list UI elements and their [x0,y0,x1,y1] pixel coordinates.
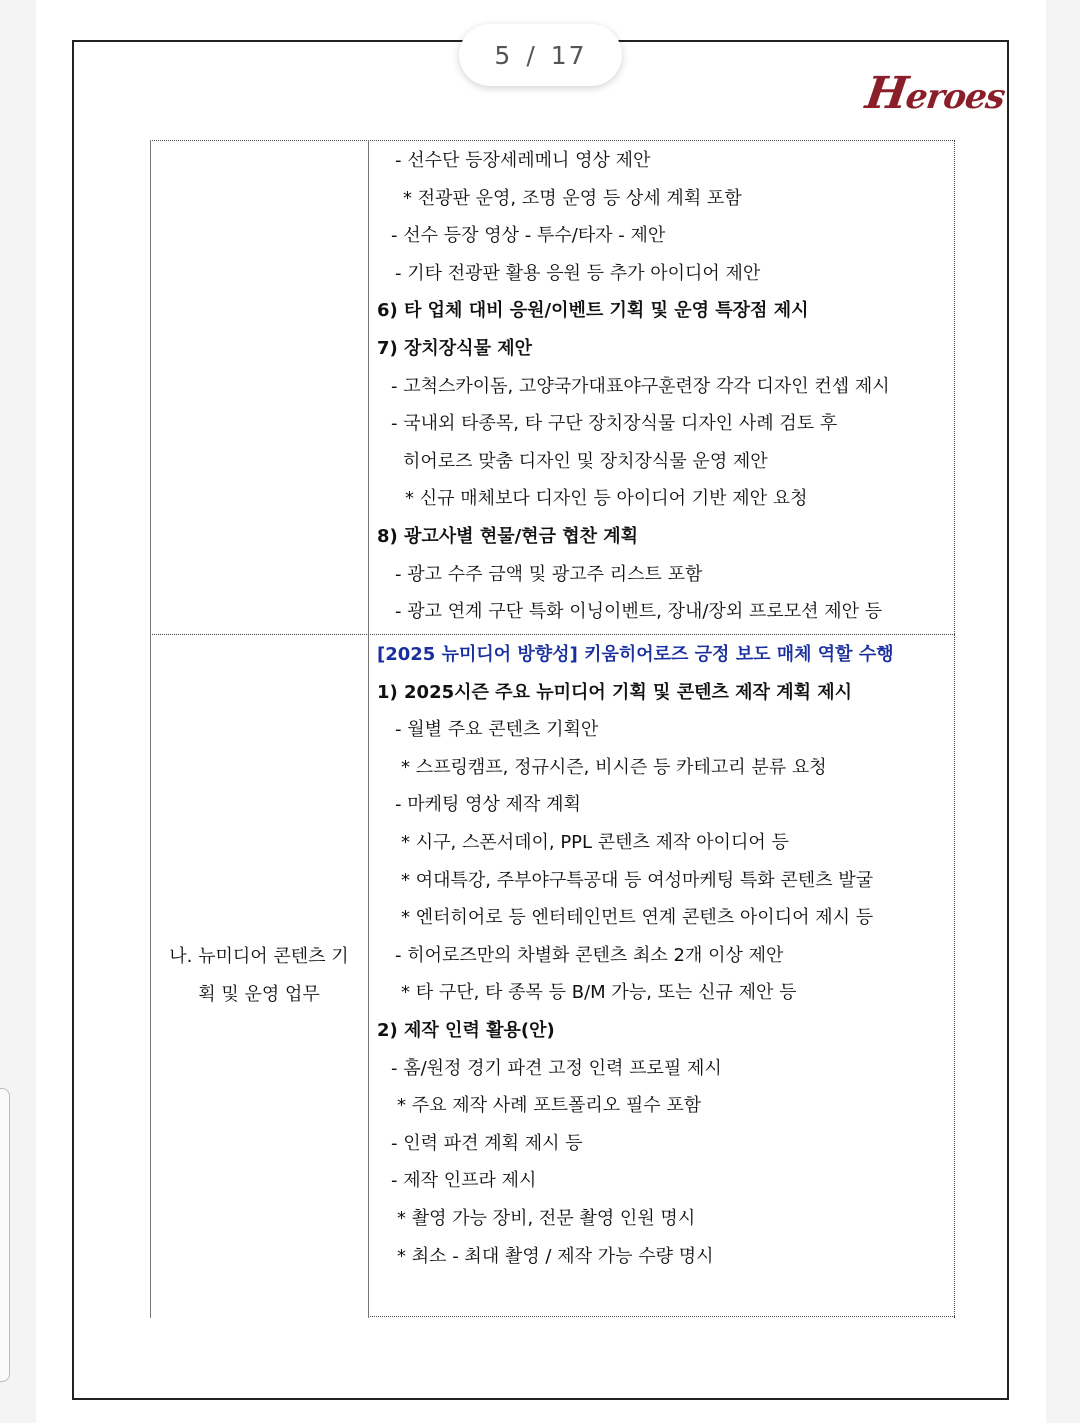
total-pages: 17 [550,40,587,70]
table-bottom-border [368,1316,955,1317]
content-line: [2025 뉴미디어 방향성] 키움히어로즈 긍정 보도 매체 역할 수행 [377,644,894,665]
content-line: * 촬영 가능 장비, 전문 촬영 인원 명시 [397,1208,696,1229]
side-scroll-handle[interactable] [0,1088,10,1382]
content-line: - 월별 주요 콘텐츠 기획안 [395,719,599,741]
content-line: - 홈/원정 경기 파견 고정 인력 프로필 제시 [391,1057,722,1079]
content-line: - 기타 전광판 활용 응원 등 추가 아이디어 제안 [395,262,761,284]
content-line: - 광고 수주 금액 및 광고주 리스트 포함 [395,563,703,585]
content-line: 2) 제작 인력 활용(안) [377,1020,555,1041]
content-line: - 선수 등장 영상 - 투수/타자 - 제안 [391,225,666,247]
content-line: - 제작 인프라 제시 [391,1170,537,1192]
table-top-border [150,140,955,141]
heroes-logo: Heroes [862,68,1007,119]
content-line: - 인력 파견 계획 제시 등 [391,1132,583,1154]
content-line: - 선수단 등장세레메니 영상 제안 [395,150,651,171]
content-line: 히어로즈 맞춤 디자인 및 장치장식물 운영 제안 [403,450,768,472]
current-page: 5 [494,40,513,70]
content-line: 6) 타 업체 대비 응원/이벤트 기획 및 운영 특장점 제시 [377,300,809,322]
content-line: - 마케팅 영상 제작 계획 [395,794,581,816]
content-line: * 타 구단, 타 종목 등 B/M 가능, 또는 신규 제안 등 [401,982,797,1004]
content-line: - 히어로즈만의 차별화 콘텐츠 최소 2개 이상 제안 [395,944,784,966]
table-right-border [954,140,955,1318]
section-label-line: 획 및 운영 업무 [198,984,320,1005]
content-line: * 시구, 스폰서데이, PPL 콘텐츠 제작 아이디어 등 [401,832,789,853]
content-line: * 주요 제작 사례 포트폴리오 필수 포함 [397,1095,702,1117]
content-line: * 신규 매체보다 디자인 등 아이디어 기반 제안 요청 [405,488,808,510]
content-line: * 최소 - 최대 촬영 / 제작 가능 수량 명시 [397,1245,714,1267]
page-separator: / [526,40,537,70]
content-line: * 엔터히어로 등 엔터테인먼트 연계 콘텐츠 아이디어 제시 등 [401,907,874,929]
content-line: 1) 2025시즌 주요 뉴미디어 기획 및 콘텐츠 제작 계획 제시 [377,681,853,703]
content-line: - 광고 연계 구단 특화 이닝이벤트, 장내/장외 프로모션 제안 등 [395,601,883,623]
table-column-divider [368,140,369,1318]
section-label-line: 나. 뉴미디어 콘텐츠 기 [169,946,349,967]
page-counter [459,24,622,86]
content-line: - 고척스카이돔, 고양국가대표야구훈련장 각각 디자인 컨셉 제시 [391,375,890,397]
content-line: 7) 장치장식물 제안 [377,338,532,359]
content-line: * 전광판 운영, 조명 운영 등 상세 계획 포함 [403,187,742,209]
content-line: * 여대특강, 주부야구특공대 등 여성마케팅 특화 콘텐츠 발굴 [401,869,874,891]
content-line: 8) 광고사별 현물/현금 협찬 계획 [377,526,639,547]
content-line: * 스프링캠프, 정규시즌, 비시즌 등 카테고리 분류 요청 [401,756,827,778]
content-line: - 국내외 타종목, 타 구단 장치장식물 디자인 사례 검토 후 [391,413,838,435]
section-label-cell [150,634,368,1318]
